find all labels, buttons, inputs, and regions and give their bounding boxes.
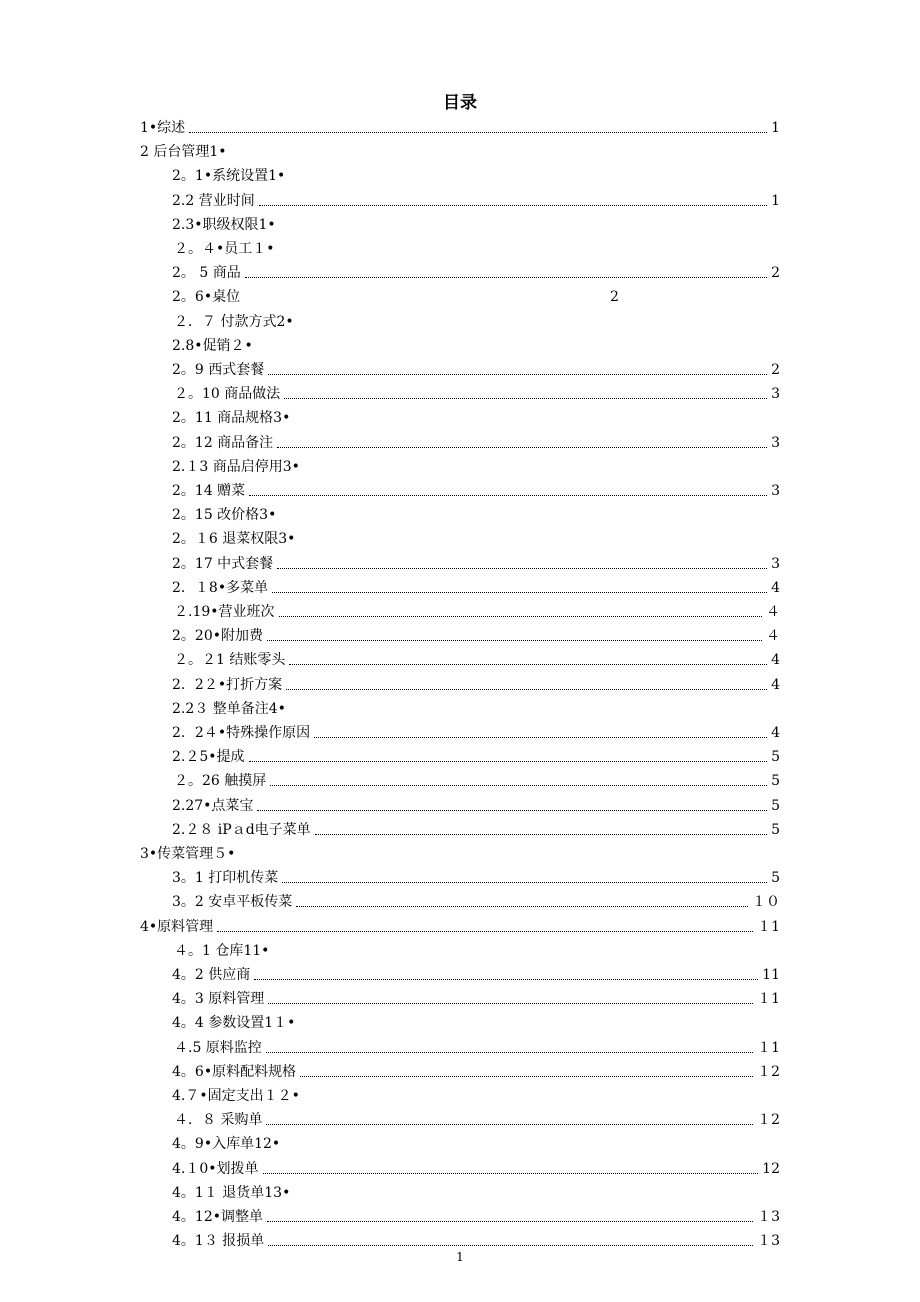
toc-dot-leader: [289, 650, 767, 665]
toc-entry[interactable]: [172, 191, 780, 211]
toc-entry-page: １3: [757, 1209, 780, 1225]
toc-entry-page: 5: [771, 749, 780, 766]
toc-entry[interactable]: [174, 239, 780, 259]
toc-dot-leader: [277, 554, 767, 569]
toc-entry[interactable]: [172, 336, 780, 356]
toc-dot-leader: [217, 917, 753, 932]
toc-entry-label: 2。１6 退菜权限3•: [172, 531, 296, 548]
toc-entry-label: ４.5 原料监控: [174, 1039, 262, 1056]
toc-entry-page: 3: [771, 483, 780, 499]
toc-entry-page: １1: [757, 991, 780, 1008]
toc-dot-leader: [245, 263, 767, 278]
toc-entry[interactable]: [172, 1231, 780, 1251]
toc-entry-page: １1: [757, 918, 780, 935]
toc-entry-label: 2。14 赠菜: [172, 483, 246, 499]
toc-entry-page: 5: [771, 773, 780, 790]
toc-entry-label: 4。3 原料管理: [172, 991, 265, 1008]
toc-entry-page: 3: [771, 386, 780, 403]
toc-entry-label: ４。1 仓库11•: [174, 942, 270, 959]
toc-entry[interactable]: [172, 723, 780, 743]
toc-entry[interactable]: [172, 408, 780, 428]
toc-entry-label: 4。6•原料配料规格: [172, 1063, 297, 1080]
toc-entry-page: 3: [771, 434, 780, 451]
toc-dot-leader: [284, 384, 767, 399]
toc-entry-label: ２．７ 付款方式2•: [174, 313, 294, 330]
toc-dot-leader: [263, 1159, 759, 1174]
toc-entry-page: １1: [757, 1039, 780, 1056]
toc-entry-page: １０: [752, 894, 780, 911]
toc-dot-leader: [249, 747, 768, 762]
toc-entry[interactable]: [140, 142, 780, 162]
toc-entry[interactable]: [172, 578, 780, 598]
toc-entry[interactable]: [172, 433, 780, 453]
toc-entry[interactable]: [174, 312, 780, 332]
toc-entry-label: 2.2３ 整单备注4•: [172, 700, 286, 717]
toc-entry-page: 1: [771, 120, 780, 136]
toc-entry-label: 2.27•点菜宝: [172, 797, 254, 814]
toc-entry-label: ２。26 触摸屏: [174, 773, 267, 790]
toc-entry[interactable]: [174, 602, 780, 622]
toc-title: 目录: [443, 93, 477, 113]
toc-entry[interactable]: [140, 844, 780, 864]
toc-entry-label: ２。10 商品做法: [174, 386, 281, 403]
toc-entry[interactable]: [172, 699, 780, 719]
toc-entry-label: 2.２5•提成: [172, 749, 245, 766]
toc-dot-leader: [267, 1207, 753, 1222]
toc-entry[interactable]: [172, 1086, 780, 1106]
toc-entry[interactable]: [172, 287, 780, 307]
toc-entry-page: １2: [757, 1063, 780, 1080]
toc-entry-label: 2。17 中式套餐: [172, 555, 274, 572]
toc-entry-label: 1•综述: [140, 120, 186, 136]
toc-dot-leader: [282, 868, 767, 883]
toc-entry-page: ４: [766, 628, 780, 645]
toc-entry[interactable]: [174, 1038, 780, 1058]
toc-entry[interactable]: [172, 989, 780, 1009]
toc-entry-label: 2。 5 商品: [172, 265, 241, 282]
toc-entry[interactable]: [140, 917, 780, 937]
toc-entry[interactable]: [172, 1207, 780, 1227]
toc-dot-leader: [279, 602, 762, 617]
toc-entry[interactable]: [140, 118, 780, 138]
toc-entry[interactable]: [174, 650, 780, 670]
toc-entry-label: 4。9•入库单12•: [172, 1136, 281, 1153]
toc-entry-page: １2: [757, 1112, 780, 1129]
toc-entry[interactable]: [174, 384, 780, 404]
toc-entry[interactable]: [172, 892, 780, 912]
toc-entry-page: 5: [771, 870, 780, 887]
toc-entry-page: 2: [771, 362, 780, 378]
toc-entry-label: 2.8•促销２•: [172, 337, 253, 354]
toc-entry-label: 2。6•桌位: [172, 289, 241, 306]
toc-entry-label: ４．８ 采购单: [174, 1112, 263, 1129]
toc-entry[interactable]: [172, 360, 780, 380]
toc-entry-page: 5: [771, 821, 780, 838]
page-number: 1: [456, 1250, 464, 1264]
toc-entry[interactable]: [172, 1134, 780, 1154]
toc-entry-label: 4•原料管理: [140, 918, 214, 935]
toc-entry-label: 3。1 打印机传菜: [172, 870, 279, 887]
toc-entry-page: 5: [771, 797, 780, 814]
toc-entry[interactable]: [172, 457, 780, 477]
toc-dot-leader: [257, 796, 767, 811]
toc-entry[interactable]: [174, 771, 780, 791]
toc-dot-leader: [286, 675, 767, 690]
toc-entry[interactable]: [172, 554, 780, 574]
toc-entry-page: 11: [762, 967, 780, 983]
toc-entry[interactable]: [172, 626, 780, 646]
toc-dot-leader: [300, 1062, 753, 1077]
toc-entry[interactable]: [172, 675, 780, 695]
toc-dot-leader: [267, 626, 762, 641]
toc-entry-label: 3•传菜管理５•: [140, 846, 236, 862]
toc-entry-page: １3: [757, 1233, 780, 1250]
toc-entry[interactable]: [172, 1159, 780, 1179]
toc-dot-leader: [296, 892, 748, 907]
toc-entry-label: 4。1３ 报损单: [172, 1233, 265, 1250]
toc-dot-leader: [314, 723, 767, 738]
toc-entry-page: 2: [610, 289, 619, 306]
toc-entry[interactable]: [172, 747, 780, 767]
toc-entry-label: 4。12•调整单: [172, 1209, 263, 1225]
toc-entry-page: 2: [771, 265, 780, 282]
toc-entry[interactable]: [172, 796, 780, 816]
toc-entry-label: 2.3•职级权限1•: [172, 216, 276, 233]
toc-entry[interactable]: [172, 1013, 780, 1033]
toc-dot-leader: [189, 118, 767, 133]
toc-entry-label: 2．１8•多菜单: [172, 579, 269, 596]
toc-entry[interactable]: [174, 941, 780, 961]
toc-dot-leader: [272, 578, 767, 593]
toc-dot-leader: [270, 771, 767, 786]
toc-entry-page: 4: [771, 725, 780, 741]
toc-dot-leader: [268, 360, 767, 375]
toc-entry-page: 1: [771, 192, 780, 209]
toc-entry[interactable]: [172, 481, 780, 501]
toc-entry-label: 3。2 安卓平板传菜: [172, 894, 293, 911]
toc-entry[interactable]: [172, 1183, 780, 1203]
toc-entry-label: 2.2 营业时间: [172, 192, 255, 209]
toc-entry-page: 4: [771, 579, 780, 596]
toc-entry-label: 2．2４•特殊操作原因: [172, 725, 311, 741]
toc-entry[interactable]: [172, 263, 780, 283]
toc-entry[interactable]: [172, 868, 780, 888]
toc-entry-page: 12: [762, 1160, 780, 1177]
toc-entry-page: 4: [771, 676, 780, 693]
toc-entry-label: 4。2 供应商: [172, 967, 251, 983]
toc-entry-page: 4: [771, 652, 780, 669]
toc-entry-label: 2。9 西式套餐: [172, 362, 265, 378]
toc-entry[interactable]: [172, 820, 780, 840]
toc-dot-leader: [266, 1110, 753, 1125]
toc-dot-leader: [249, 481, 767, 496]
toc-entry[interactable]: [174, 1110, 780, 1130]
toc-entry-label: 2。1•系统设置1•: [172, 168, 286, 185]
toc-dot-leader: [268, 989, 753, 1004]
toc-dot-leader: [259, 191, 767, 206]
toc-entry-label: 4。1１ 退货单13•: [172, 1184, 291, 1201]
toc-entry-label: ２.19•营业班次: [174, 604, 275, 620]
toc-entry-label: 2。15 改价格3•: [172, 507, 277, 524]
toc-entry-label: 2 后台管理1•: [140, 144, 227, 161]
toc-entry[interactable]: [172, 965, 780, 985]
toc-dot-leader: [315, 820, 767, 835]
toc-entry-label: 4。4 参数设置1１•: [172, 1015, 296, 1032]
toc-entry[interactable]: [172, 1062, 780, 1082]
toc-entry-label: ２。４•员工１•: [174, 241, 275, 257]
toc-entry-label: 2.２８ iPａd电子菜单: [172, 821, 311, 838]
toc-dot-leader: [268, 1231, 753, 1246]
toc-entry[interactable]: [172, 215, 780, 235]
toc-dot-leader: [277, 433, 767, 448]
toc-entry-label: 2。12 商品备注: [172, 434, 274, 451]
toc-entry-label: 2。11 商品规格3•: [172, 410, 291, 427]
toc-entry-label: 2.１3 商品启停用3•: [172, 458, 300, 475]
toc-entry-label: 4.１0•划拨单: [172, 1160, 259, 1177]
toc-entry[interactable]: [172, 505, 780, 525]
toc-entry-label: ２。２1 结账零头: [174, 652, 286, 669]
toc-entry[interactable]: [172, 166, 780, 186]
toc-dot-leader: [266, 1038, 753, 1053]
toc-dot-leader: [254, 965, 758, 980]
toc-entry[interactable]: [172, 529, 780, 549]
toc-entry-page: 3: [771, 555, 780, 572]
toc-entry-label: 4.７•固定支出１２•: [172, 1088, 300, 1104]
toc-entry-label: 2．2２•打折方案: [172, 676, 283, 693]
toc-entry-page: ４: [766, 604, 780, 620]
toc-entry-label: 2。20•附加费: [172, 628, 263, 645]
